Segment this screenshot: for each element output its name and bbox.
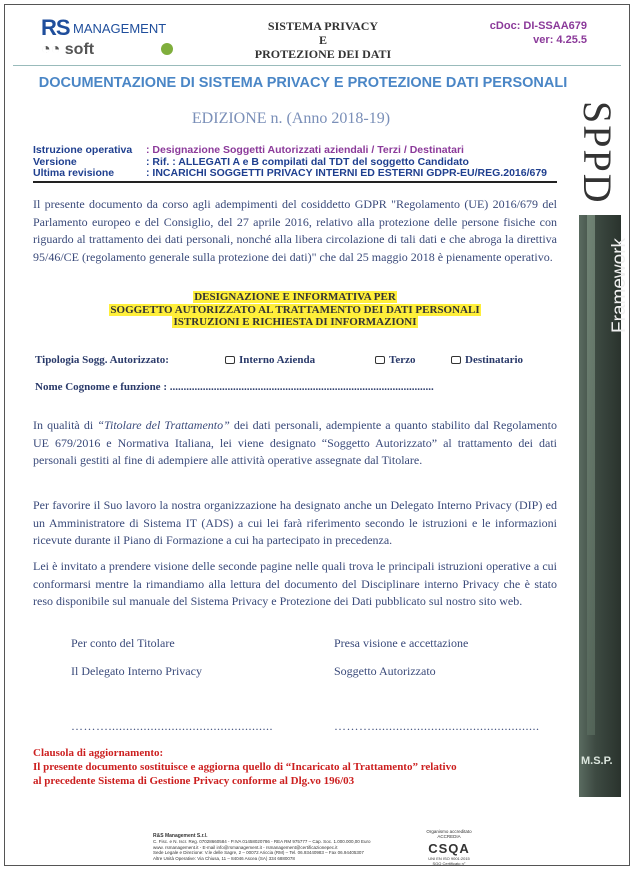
- logo-soft: ◔◔ soft: [41, 41, 95, 58]
- footer-line: Sede Legale e Direzione: V.le delle Sagre, 2 – 00072 Ariccia (RM) – Tel. 06.93440983 – Fax 06.94405307: [153, 850, 364, 856]
- edition-label: EDIZIONE n. (Anno 2018-19): [191, 110, 391, 127]
- headline-line-1: DESIGNAZIONE E INFORMATIVA PER: [194, 291, 396, 303]
- meta-row: [33, 145, 547, 157]
- tipologia-label: Tipologia Sogg. Autorizzato:: [35, 354, 169, 366]
- p1-text-a: In qualità di: [33, 418, 98, 432]
- cert-number: SGQ Certificato n°: [432, 861, 466, 866]
- document-page: [4, 4, 630, 866]
- sppd-label: SPPD: [575, 101, 620, 205]
- p1-emphasis: “Titolare del Trattamento”: [97, 418, 230, 432]
- doc-version: ver: 4.25.5: [533, 34, 587, 46]
- checkbox-icon[interactable]: [451, 356, 461, 364]
- footer-company: R&S Management S.r.l.: [153, 833, 208, 839]
- nome-cognome-field[interactable]: Nome Cognome e funzione : ................................................................................................: [35, 381, 434, 393]
- option-label: Destinatario: [465, 354, 524, 366]
- header-divider: [13, 65, 621, 66]
- header-line-3: PROTEZIONE DEI DATI: [254, 47, 392, 61]
- logo-dot-icon: [161, 43, 173, 55]
- clausola-line-2: al precedente Sistema di Gestione Privacy conforme al Dlg.vo 196/03: [33, 775, 355, 787]
- rs-management-logo: [41, 15, 191, 61]
- option-label: Terzo: [389, 354, 416, 366]
- clausola-aggiornamento: [33, 746, 457, 788]
- signature-right-label-1: Presa visione e accettazione: [334, 636, 469, 650]
- signature-left-line[interactable]: ………...............................................: [71, 719, 273, 733]
- csqa-certification: [419, 829, 479, 866]
- meta-value: : Designazione Soggetti Autorizzati aziendali / Terzi / Destinatari: [146, 144, 464, 156]
- meta-table: [33, 145, 547, 180]
- meta-key: Versione: [33, 155, 77, 168]
- msp-label: M.S.P.: [581, 755, 613, 767]
- meta-key: Istruzione operativa: [33, 144, 133, 156]
- footer-line: Altre Unità Operative: Via Chiusa, 11 – 84046 Ascea (SA) 334 6880078: [153, 855, 295, 861]
- csqa-logo: CSQA: [428, 841, 470, 856]
- footer-line: C. Fisc. e N. Iscr. Reg. 07028660584 - P.IVA 01458020786 - REA RM 975777 – Cap. Soc. 1.000.000,00 Euro: [153, 839, 371, 845]
- header-line-1: SISTEMA PRIVACY: [267, 19, 379, 33]
- option-destinatario[interactable]: [451, 354, 523, 366]
- option-interno-azienda[interactable]: [225, 354, 315, 366]
- option-terzo[interactable]: [375, 354, 415, 366]
- clausola-line-1: Il presente documento sostituisce e aggiorna quello di “Incaricato al Trattamento” relativo: [33, 761, 457, 773]
- document-title: DOCUMENTAZIONE DI SISTEMA PRIVACY E PROTEZIONE DATI PERSONALI: [38, 75, 568, 91]
- band-stripe: [587, 215, 595, 735]
- meta-value: : INCARICHI SOGGETTI PRIVACY INTERNI ED ESTERNI GDPR-EU/REG.2016/679: [146, 167, 548, 179]
- headline-line-2: SOGGETTO AUTORIZZATO AL TRATTAMENTO DEI DATI PERSONALI: [110, 303, 480, 316]
- doc-code: cDoc: DI-SSAA679: [489, 20, 587, 32]
- header-system-title: [223, 19, 423, 61]
- headline-line-3: ISTRUZIONI E RICHIESTA DI INFORMAZIONI: [173, 316, 417, 328]
- meta-key: Ultima revisione: [33, 167, 115, 179]
- framework-label: Framework: [609, 237, 630, 333]
- visione-paragraph: Lei è invitato a prendere visione delle seconde pagine nelle quali trova le principali istruzioni operative a cui conformarsi mentre la rimandiamo alla lettura del documento del Disciplinare interno Privacy che è stato reso disponibile sul manuale del Sistema Privacy e Protezione dei Dati pubblicato sul nostro sito web.: [33, 559, 557, 608]
- checkbox-icon[interactable]: [225, 356, 235, 364]
- signature-left-label-2: Il Delegato Interno Privacy: [71, 664, 202, 678]
- footer-line: www. rsmanagement.it - E-mail info@rsmanagement.it - rsmanagement@certificazionepec.it: [153, 844, 338, 850]
- checkbox-icon[interactable]: [375, 356, 385, 364]
- p1-text-b: dei dati personali, adempiente a quanto stabilito dal Regolamento UE 679/2016 e Normativa Italiana, lei viene designato “Soggetto Autorizzato” al trattamento dei dati personali gestiti al fine di adempiere alle attività operative assegnate dal Titolare.: [33, 418, 557, 467]
- logo-management: MANAGEMENT: [73, 21, 167, 36]
- option-label: Interno Azienda: [239, 354, 316, 366]
- signature-right-line[interactable]: ………................................................: [334, 719, 540, 733]
- designation-headline: [33, 291, 557, 329]
- logo-rs: RS: [41, 15, 70, 40]
- intro-paragraph: Il presente documento da corso agli adempimenti del cosiddetto GDPR "Regolamento (UE) 2016/679 del Parlamento europeo e del Consiglio, del 27 aprile 2016, relativo alla protezione delle persone fisiche con riguardo al trattamento dei dati personali, nonché alla libera circolazione di tali dati e che abroga la direttiva 95/46/CE (regolamento generale sulla protezione dei dati)" che dal 25 maggio 2018 è pienamente operativo.: [33, 197, 557, 264]
- sppd-box: [575, 97, 621, 215]
- header-line-2: E: [318, 33, 327, 47]
- signature-left-label-1: Per conto del Titolare: [71, 636, 175, 650]
- document-header: [13, 11, 621, 65]
- meta-value: : Rif. : ALLEGATI A e B compilati dal TDT del soggetto Candidato: [146, 155, 469, 168]
- delegato-paragraph: Per favorire il Suo lavoro la nostra organizzazione ha designato anche un Delegato Interno Privacy (DIP) ed un Amministratore di Sistema IT (ADS) a cui lei farà riferimento secondo le istruzioni e le informazioni ricevute durante il Piano di Formazione a cui ha partecipato in precedenza.: [33, 498, 557, 547]
- clausola-title: Clausola di aggiornamento:: [33, 747, 164, 759]
- sppd-framework-band: [575, 97, 630, 797]
- titolare-paragraph: [33, 417, 557, 470]
- meta-divider: [33, 181, 557, 183]
- cert-accreditation: Organismo accreditato ACCREDIA: [426, 829, 472, 839]
- company-footer: [153, 833, 370, 861]
- meta-row: [33, 168, 547, 180]
- header-doc-info: [490, 19, 587, 47]
- cert-standard: UNI EN ISO 9001:2015: [428, 856, 470, 861]
- signature-right-label-2: Soggetto Autorizzato: [334, 664, 436, 678]
